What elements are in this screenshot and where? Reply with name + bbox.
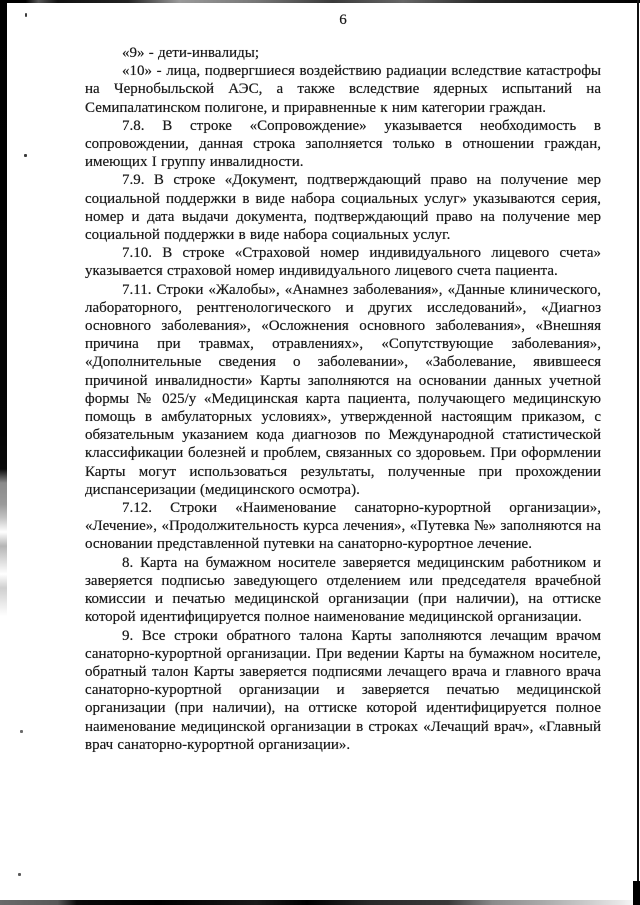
scan-edge-right <box>637 0 639 905</box>
paragraph-clause-9: 9. Все строки обратного талона Карты заполняются лечащим врачом санаторно-курортной организации. При ведении Карты на бумажном носителе, обратный талон Карты заверяется подписями лечащего врача и главного врача санаторно-курортной организации и заверяется печатью медицинской организации (при наличии), на оттиске которой идентифицируется полное наименование медицинской организации в строках «Лечащий врач», «Главный врач санаторно-курортной организации». <box>85 627 601 753</box>
scan-edge-left <box>0 0 7 700</box>
paragraph-category-10: «10» - лица, подвергшиеся воздействию радиации вследствие катастрофы на Чернобыльской АЭС, а также вследствие ядерных испытаний на Семипалатинском полигоне, и приравненные к ним категории граждан. <box>85 63 601 116</box>
scan-speck <box>18 873 21 876</box>
paragraph-clause-7-8: 7.8. В строке «Сопровождение» указывается необходимость в сопровождении, данная строка заполняется только в отношении граждан, имеющих I группу инвалидности. <box>85 117 601 171</box>
scan-speck <box>20 730 23 733</box>
paragraph-clause-7-12: 7.12. Строки «Наименование санаторно-курортной организации», «Лечение», «Продолжительность курса лечения», «Путевка №» заполняются на основании представленной путевки на санаторно-курортное лечение. <box>85 500 601 553</box>
scan-corner-mark <box>633 881 640 905</box>
paragraph-clause-7-11: 7.11. Строки «Жалобы», «Анамнез заболевания», «Данные клинического, лабораторного, рентгенологического и других исследований», «Диагноз основного заболевания», «Осложнения основного заболевания», «Внешняя причина при травмах, отравлениях», «Сопутствующие заболевания», «Дополнительные сведения о заболевании», «Заболевание, явившееся причиной инвалидности» Карты заполняются на основании данных учетной формы № 025/у «Медицинская карта пациента, получающего медицинскую помощь в амбулаторных условиях», утвержденной настоящим приказом, с обязательным указанием кода диагнозов по Международной статистической классификации болезней и проблем, связанных со здоровьем. При оформлении Карты могут использоваться результаты, полученные при прохождении диспансеризации (медицинского осмотра). <box>85 281 601 498</box>
paragraph-clause-8: 8. Карта на бумажном носителе заверяется медицинским работником и заверяется подписью заведующего отделением или председателя врачебной комиссии и печатью медицинской организации (при наличии), на оттиске которой идентифицируется полное наименование медицинской организации. <box>85 554 601 626</box>
document-body <box>85 44 601 754</box>
document-content <box>85 0 601 754</box>
paragraph-category-9: «9» - дети-инвалиды; <box>122 45 259 61</box>
scan-edge-bottom <box>0 900 640 905</box>
paragraph-clause-7-9: 7.9. В строке «Документ, подтверждающий право на получение мер социальной поддержки в виде набора социальных услуг» указываются серия, номер и дата выдачи документа, подтверждающий право на получение мер социальной поддержки в виде набора социальных услуг. <box>85 172 601 244</box>
paragraph-clause-7-10: 7.10. В строке «Страховой номер индивидуального лицевого счета» указывается страховой номер индивидуального лицевого счета пациента. <box>85 245 601 280</box>
scan-speck <box>24 154 27 157</box>
page-number: 6 <box>339 12 347 28</box>
scan-speck <box>25 13 27 17</box>
